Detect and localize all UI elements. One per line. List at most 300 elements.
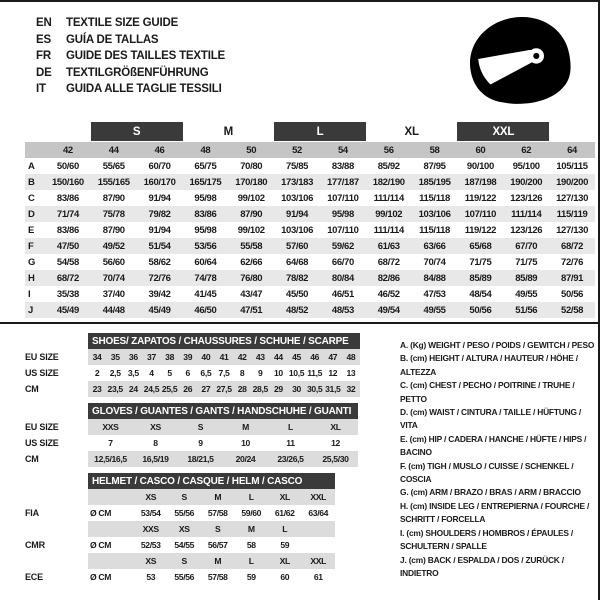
legend-entry: I. (cm) SHOULDERS / HOMBROS / ÉPAULES / SCHULTERN / SPALLE	[400, 527, 574, 552]
size-value: 47	[328, 352, 338, 362]
row-label: FIA	[25, 508, 39, 518]
measurement-value: 59/62	[331, 240, 354, 252]
table-row	[25, 158, 595, 174]
measurement-value: 71/75	[515, 256, 538, 268]
size-value: 23/26,5	[277, 454, 304, 464]
size-value: S	[181, 556, 187, 566]
measurement-value: 83/86	[194, 208, 217, 220]
measurement-value: 85/89	[515, 272, 538, 284]
size-value: 8	[239, 368, 245, 378]
size-value: 59/60	[241, 508, 262, 518]
size-value: 43	[255, 352, 265, 362]
lang-code: IT	[36, 83, 46, 95]
size-value: L	[248, 492, 254, 502]
row-letter: D	[28, 208, 35, 220]
measurement-value: 51/54	[148, 240, 171, 252]
legend-entry: E. (cm) HIP / CADERA / HANCHE / HÜFTE / HIPS / BACINO	[400, 433, 587, 458]
measurement-value: 47/53	[423, 288, 446, 300]
size-value: 55/56	[174, 508, 195, 518]
legend-entry: G. (cm) ARM / BRAZO / BRAS / ARM / BRACCIO	[400, 487, 581, 498]
table-row	[25, 286, 595, 302]
lang-row-fr	[36, 48, 225, 65]
size-value: 59	[280, 540, 290, 550]
measurement-value: 95/98	[331, 208, 354, 220]
measurement-value: 55/65	[102, 160, 125, 172]
gloves-size-table	[25, 403, 358, 467]
section-divider	[0, 322, 600, 324]
measurement-value: 85/89	[469, 272, 492, 284]
lang-code: DE	[36, 66, 52, 79]
measurement-value: 55/58	[240, 240, 263, 252]
size-value: 55/56	[174, 572, 195, 582]
row-label	[25, 489, 88, 505]
measurement-value: 50/56	[469, 304, 492, 316]
size-group-header-row	[25, 122, 595, 141]
size-value: Ø CM	[90, 540, 112, 550]
measurement-value: 75/78	[102, 208, 125, 220]
measurement-value: 48/52	[286, 304, 309, 316]
size-value: 16,5/19	[142, 454, 169, 464]
measurement-value: 123/126	[510, 192, 543, 204]
measurement-value: 56/60	[102, 256, 125, 268]
size-value: 42	[237, 352, 247, 362]
measurement-value: 54/58	[56, 256, 79, 268]
size-group-label: M	[223, 125, 234, 138]
measurement-value: 46/51	[331, 288, 354, 300]
measurement-value: 90/100	[466, 160, 494, 172]
size-value: 53	[146, 572, 156, 582]
measurement-value: 119/122	[464, 224, 497, 236]
size-value: 53/54	[140, 508, 161, 518]
measurement-value: 70/74	[102, 272, 125, 284]
size-value: 46	[310, 352, 320, 362]
size-value: 57/58	[207, 508, 228, 518]
size-number: 50	[246, 144, 257, 156]
measurement-value: 71/74	[56, 208, 79, 220]
size-number: 60	[475, 144, 486, 156]
row-cells	[88, 537, 335, 553]
size-value: 11,5	[307, 368, 323, 378]
measurement-value: 99/102	[375, 208, 403, 220]
measurement-value: 76/80	[240, 272, 263, 284]
guide-title-es: GUÍA DE TALLAS	[66, 33, 159, 46]
guide-title-en: TEXTILE SIZE GUIDE	[66, 17, 179, 29]
measurement-value: 71/75	[469, 256, 492, 268]
row-label: CM	[25, 384, 39, 394]
size-value: XXS	[142, 524, 159, 534]
size-value: 26	[183, 384, 193, 394]
row-cells	[88, 489, 335, 505]
lang-row-en	[36, 15, 225, 32]
size-group-label: S	[91, 122, 183, 141]
measurement-value: 49/55	[515, 288, 538, 300]
size-value: 2,5	[109, 368, 121, 378]
size-value: 36	[128, 352, 138, 362]
measurement-value: 190/200	[556, 176, 589, 188]
measurement-value: 52/58	[561, 304, 584, 316]
size-number: 62	[521, 144, 532, 156]
size-value: M	[214, 556, 222, 566]
measurement-value: 155/165	[97, 176, 130, 188]
lang-code: ES	[36, 33, 51, 46]
size-value: XXL	[310, 556, 327, 566]
lang-code: FR	[36, 50, 51, 62]
row-label: US SIZE	[25, 438, 59, 448]
size-value: 37	[147, 352, 156, 362]
size-group-label: XXL	[457, 122, 549, 141]
measurement-value: 182/190	[372, 176, 405, 188]
measurement-value: 95/98	[194, 224, 217, 236]
helmet-size-table	[25, 473, 335, 585]
table-row	[25, 302, 595, 318]
legend-entry: F. (cm) TIGH / MUSLO / CUISSE / SCHENKEL / COSCIA	[400, 460, 574, 485]
measurement-value: 83/86	[56, 192, 79, 204]
lang-row-it	[36, 81, 225, 98]
size-value: 12	[331, 438, 340, 448]
legend-entry: C. (cm) CHEST / PECHO / POITRINE / TRUHE / PETTO	[400, 380, 575, 404]
row-cells	[88, 381, 360, 397]
measurement-value: 107/110	[327, 192, 359, 204]
size-value: 57/58	[207, 572, 228, 582]
shoes-size-table	[25, 333, 360, 397]
measurement-value: 165/175	[189, 176, 222, 188]
lang-row-de	[36, 65, 225, 82]
measurement-value: 83/88	[331, 160, 354, 172]
size-value: S	[215, 524, 221, 534]
row-letter: I	[28, 288, 31, 300]
measurement-value: 44/48	[102, 304, 125, 316]
row-letter: J	[28, 304, 33, 316]
row-letter: H	[28, 272, 35, 284]
size-value: 2	[94, 368, 100, 378]
size-value: 20/24	[235, 454, 256, 464]
size-number: 42	[62, 144, 73, 156]
measurement-value: 185/195	[418, 176, 451, 188]
row-cells	[88, 435, 358, 451]
size-value: 7,5	[218, 368, 230, 378]
size-value: 24	[128, 384, 138, 394]
size-group-label: XL	[404, 125, 419, 138]
measurement-value: 47/51	[240, 304, 263, 316]
size-value: XS	[178, 524, 190, 534]
size-value: 44	[273, 352, 283, 362]
measurement-value: 111/114	[511, 208, 542, 220]
size-value: 34	[92, 352, 102, 362]
measurement-value: 74/78	[194, 272, 217, 284]
measurement-value: 103/106	[281, 224, 314, 236]
measurement-value: 103/106	[418, 208, 451, 220]
measurement-value: 45/50	[286, 288, 309, 300]
legend-entry: D. (cm) WAIST / CINTURA / TAILLE / HÜFTUNG / VITA	[400, 407, 582, 431]
size-value: 56/57	[207, 540, 228, 550]
size-value: XS	[145, 492, 157, 502]
size-value: 39	[183, 352, 193, 362]
size-value: XL	[279, 556, 290, 566]
measurement-value: 67/70	[515, 240, 538, 252]
row-label: CM	[25, 454, 39, 464]
measurement-value: 84/88	[423, 272, 446, 284]
measurement-value: 87/90	[102, 192, 125, 204]
size-value: 7	[108, 438, 113, 448]
measurement-value: 68/72	[561, 240, 584, 252]
size-value: 5	[167, 368, 172, 378]
measurement-value: 99/102	[237, 192, 265, 204]
size-value: 45	[292, 352, 301, 362]
size-value: 48	[346, 352, 356, 362]
guide-title-fr: GUIDE DES TAILLES TEXTILE	[66, 50, 225, 62]
measurement-value: 111/114	[373, 224, 404, 236]
size-value: L	[288, 422, 293, 432]
measurement-value: 107/110	[327, 224, 359, 236]
measurement-value: 58/62	[148, 256, 171, 268]
size-value: 18/21,5	[187, 454, 214, 464]
measurement-value: 45/49	[148, 304, 171, 316]
size-value: 9	[198, 438, 203, 448]
size-value: 10,5	[288, 368, 305, 378]
measurement-value: 170/180	[235, 176, 268, 188]
size-value: 40	[201, 352, 211, 362]
measurement-value: 107/110	[464, 208, 497, 220]
measurement-value: 49/54	[377, 304, 400, 316]
row-label	[25, 553, 88, 569]
measurement-value: 87/95	[423, 160, 446, 172]
textile-size-table	[25, 122, 595, 318]
size-value: 9	[258, 368, 263, 378]
size-value: 27	[201, 384, 211, 394]
lang-row-es	[36, 32, 225, 49]
size-value: 28	[237, 384, 247, 394]
measurement-value: 187/198	[464, 176, 497, 188]
measurement-value: 62/66	[240, 256, 263, 268]
row-cells	[88, 419, 358, 435]
size-value: M	[247, 524, 255, 534]
measurement-value: 35/38	[56, 288, 79, 300]
size-value: 54/55	[174, 540, 195, 550]
measurement-value: 91/94	[286, 208, 309, 220]
measurement-value: 37/40	[102, 288, 125, 300]
size-value: XL	[279, 492, 290, 502]
row-cells	[88, 349, 360, 365]
size-value: M	[214, 492, 222, 502]
size-number: 58	[429, 144, 440, 156]
measurement-value: 50/60	[56, 160, 79, 172]
size-value: 3,5	[127, 368, 139, 378]
size-value: 61/62	[274, 508, 295, 518]
size-value: 58	[246, 540, 256, 550]
measurement-value: 150/160	[51, 176, 84, 188]
size-value: 41	[219, 352, 229, 362]
size-number: 44	[108, 144, 119, 156]
measurement-value: 87/91	[561, 272, 584, 284]
measurement-value: 177/187	[326, 176, 359, 188]
measurement-value: 45/49	[56, 304, 79, 316]
size-value: 10	[241, 438, 250, 448]
size-value: 8	[153, 438, 158, 448]
row-label: ECE	[25, 572, 43, 582]
size-number-row	[25, 142, 595, 158]
measurement-value: 70/80	[240, 160, 263, 172]
measurement-value: 127/130	[556, 224, 589, 236]
measurement-value: 46/50	[194, 304, 217, 316]
size-value: 61	[313, 572, 323, 582]
measurement-value: 115/119	[556, 208, 588, 220]
measurement-value: 82/86	[377, 272, 400, 284]
size-value: 10	[273, 368, 283, 378]
size-value: 25,5	[161, 384, 178, 394]
size-value: XXL	[310, 492, 327, 502]
measurement-value: 65/75	[194, 160, 217, 172]
legend-entry: A. (Kg) WEIGHT / PESO / POIDS / GEWITCH / PESO	[400, 340, 595, 350]
measurement-value: 51/56	[515, 304, 538, 316]
row-label: EU SIZE	[25, 422, 59, 432]
size-value: L	[282, 524, 288, 534]
measurement-value: 103/106	[281, 192, 314, 204]
shoes-table-title: SHOES/ ZAPATOS / CHAUSSURES / SCHUHE / SCARPE	[88, 333, 360, 349]
size-value: M	[242, 422, 249, 432]
size-value: 32	[346, 384, 356, 394]
measurement-value: 91/94	[148, 192, 171, 204]
measurement-value: 43/47	[240, 288, 263, 300]
row-cells	[88, 553, 335, 569]
measurement-value: 57/60	[286, 240, 309, 252]
size-number: 54	[337, 144, 348, 156]
helmet-table-title: HELMET / CASCO / CASQUE / HELM / CASCO	[88, 473, 335, 489]
measurement-value: 70/74	[423, 256, 446, 268]
size-value: 23	[92, 384, 102, 394]
measurement-value: 95/100	[512, 160, 540, 172]
size-value: 27,5	[216, 384, 232, 394]
measurement-value: 119/122	[464, 192, 497, 204]
size-value: 12,5/16,5	[94, 454, 127, 464]
measurement-value: 83/86	[56, 224, 79, 236]
row-cells	[88, 451, 358, 467]
size-value: 52/53	[140, 540, 161, 550]
measurement-value: 123/126	[510, 224, 543, 236]
measurement-value: 49/52	[102, 240, 125, 252]
size-value: XS	[145, 556, 157, 566]
gloves-table-title: GLOVES / GUANTES / GANTS / HANDSCHUHE / GUANTI	[88, 403, 358, 419]
size-group-label: L	[274, 122, 366, 141]
size-value: XL	[330, 422, 341, 432]
measurement-value: 99/102	[237, 224, 265, 236]
row-letter: G	[28, 256, 36, 268]
measurement-value: 115/118	[419, 192, 450, 204]
table-row	[25, 270, 595, 286]
size-value: 35	[110, 352, 120, 362]
size-value: XXS	[102, 422, 119, 432]
size-value: 6,5	[200, 368, 212, 378]
measurement-value: 111/114	[373, 192, 404, 204]
lang-code: EN	[36, 17, 52, 29]
measurement-value: 47/50	[56, 240, 79, 252]
legend-entry: B. (cm) HEIGHT / ALTURA / HAUTEUR / HÖHE / ALTEZZA	[400, 353, 578, 377]
measurement-value: 85/92	[377, 160, 400, 172]
measurement-value: 49/55	[423, 304, 446, 316]
guide-title-it: GUIDA ALLE TAGLIE TESSILI	[66, 83, 222, 95]
measurement-value: 41/45	[194, 288, 217, 300]
size-value: 25,5/30	[322, 454, 349, 464]
row-cells	[88, 569, 335, 585]
size-value: S	[197, 422, 204, 432]
measurement-value: 190/200	[510, 176, 543, 188]
row-cells	[88, 365, 360, 381]
size-value: 24,5	[143, 384, 160, 394]
measurement-value: 68/72	[377, 256, 400, 268]
measurement-value: 60/70	[148, 160, 171, 172]
size-value: 60	[280, 572, 290, 582]
row-letter: A	[28, 160, 35, 172]
measurement-value: 68/72	[56, 272, 79, 284]
measurement-value: 78/82	[286, 272, 309, 284]
size-value: 59	[246, 572, 256, 582]
row-letter: C	[28, 192, 35, 204]
measurement-value: 61/63	[377, 240, 400, 252]
racing-helmet-icon	[456, 8, 584, 110]
measurement-legend	[400, 339, 598, 580]
size-value: 11	[286, 438, 295, 448]
measurement-value: 50/56	[561, 288, 584, 300]
measurement-value: 48/54	[469, 288, 492, 300]
table-row	[25, 174, 595, 190]
measurement-value: 87/90	[240, 208, 263, 220]
measurement-value: 60/64	[194, 256, 217, 268]
language-title-list	[36, 15, 225, 98]
measurement-value: 53/56	[194, 240, 217, 252]
table-row	[25, 206, 595, 222]
table-row	[25, 238, 595, 254]
measurement-value: 63/66	[423, 240, 446, 252]
measurement-value: 79/82	[148, 208, 171, 220]
measurement-value: 127/130	[556, 192, 589, 204]
measurement-value: 105/115	[556, 160, 588, 172]
measurement-value: 39/42	[148, 288, 171, 300]
measurement-value: 91/94	[148, 224, 171, 236]
size-value: XS	[150, 422, 161, 432]
size-value: 28,5	[252, 384, 268, 394]
size-value: 30	[292, 384, 301, 394]
measurement-value: 64/68	[286, 256, 309, 268]
size-number: 64	[567, 144, 577, 156]
size-value: Ø CM	[90, 572, 112, 582]
legend-entry: H. (cm) INSIDE LEG / ENTREPIERNA / FOURCHE / SCHRITT / FORCELLA	[400, 500, 590, 525]
measurement-rows	[25, 158, 595, 318]
measurement-value: 87/90	[102, 224, 125, 236]
row-label: EU SIZE	[25, 352, 59, 362]
row-letter: F	[28, 240, 34, 252]
row-label	[25, 521, 88, 537]
measurement-value: 75/85	[286, 160, 309, 172]
accessory-tables	[25, 333, 360, 591]
measurement-value: 173/183	[281, 176, 314, 188]
row-label: US SIZE	[25, 368, 59, 378]
size-value: 63/64	[308, 508, 329, 518]
size-number: 46	[154, 144, 165, 156]
measurement-value: 115/118	[419, 224, 450, 236]
row-letter: B	[28, 176, 35, 188]
measurement-value: 72/76	[561, 256, 584, 268]
measurement-value: 95/98	[194, 192, 217, 204]
measurement-value: 160/170	[143, 176, 176, 188]
measurement-value: 48/53	[331, 304, 354, 316]
size-value: 12	[328, 368, 338, 378]
size-value: 6	[185, 368, 190, 378]
table-row	[25, 190, 595, 206]
size-number: 52	[292, 144, 302, 156]
size-number: 48	[200, 144, 211, 156]
legend-entry: J. (cm) BACK / ESPALDA / DOS / ZURÜCK / INDIETRO	[400, 554, 564, 578]
measurement-value: 46/52	[377, 288, 400, 300]
size-value: L	[248, 556, 254, 566]
